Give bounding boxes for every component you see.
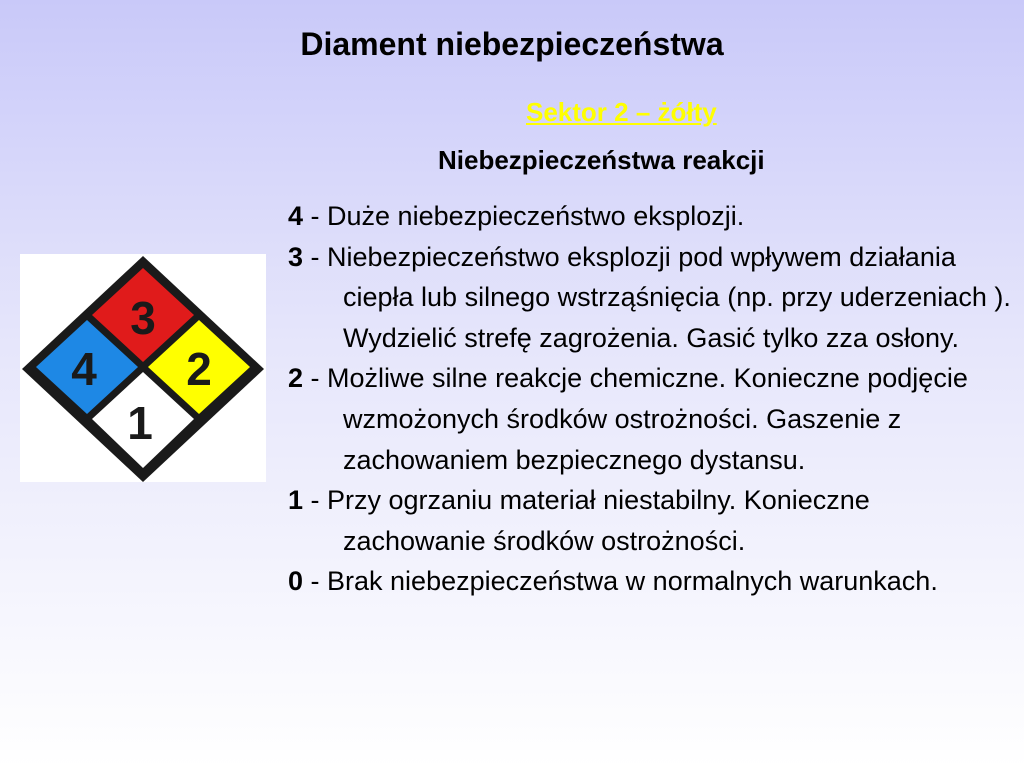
- level-item-2: [288, 358, 1018, 480]
- diamond-left-number: 4: [71, 343, 97, 395]
- level-item-4: [288, 196, 1018, 237]
- level-number: 4: [288, 201, 304, 231]
- level-item-0: [288, 561, 1018, 602]
- diamond-right-number: 2: [186, 343, 212, 395]
- level-item-1: [288, 480, 1018, 561]
- level-number: 3: [288, 241, 304, 272]
- level-description: - Przy ogrzaniu materiał niestabilny. Konieczne zachowanie środków ostrożności.: [303, 485, 870, 556]
- level-description: - Brak niebezpieczeństwa w normalnych warunkach.: [303, 566, 938, 597]
- level-item-3: [288, 237, 1018, 359]
- hazard-diamond-image: [20, 254, 266, 482]
- level-description: - Możliwe silne reakcje chemiczne. Konieczne podjęcie wzmożonych środków ostrożności. Gaszenie z zachowaniem bezpiecznego dystansu.: [303, 363, 968, 475]
- level-description: - Niebezpieczeństwo eksplozji pod wpływem działania ciepła lub silnego wstrząśnięcia (np. przy uderzeniach ). Wydzielić strefę zagrożenia. Gasić tylko zza osłony.: [303, 241, 1011, 353]
- hazard-level-list: [288, 196, 1018, 602]
- level-description: - Duże niebezpieczeństwo eksplozji.: [303, 201, 745, 231]
- diamond-bottom-number: 1: [127, 397, 153, 449]
- hazard-diamond: [20, 254, 266, 482]
- sector-heading: Sektor 2 – żółty: [526, 97, 717, 127]
- level-number: 0: [288, 566, 304, 597]
- section-subtitle: Niebezpieczeństwa reakcji: [438, 145, 765, 175]
- diamond-top-number: 3: [130, 292, 156, 344]
- slide-title: Diament niebezpieczeństwa: [300, 26, 724, 62]
- level-number: 2: [288, 363, 304, 394]
- level-number: 1: [288, 485, 304, 516]
